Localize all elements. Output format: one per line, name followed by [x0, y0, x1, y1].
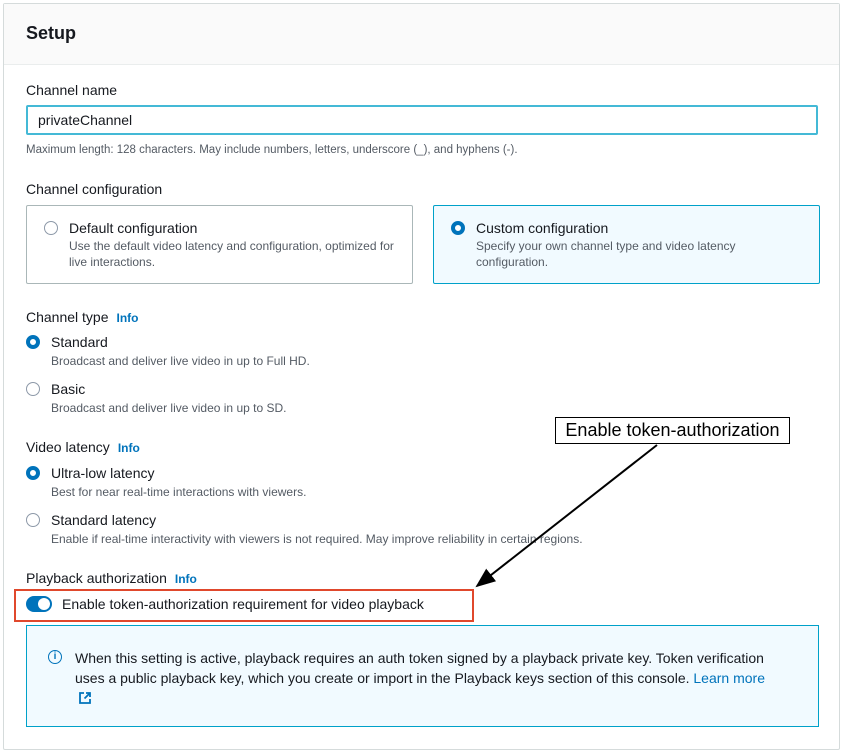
learn-more-label[interactable]: Learn more — [693, 670, 765, 686]
annotation-callout: Enable token-authorization — [555, 417, 790, 444]
basic-channel-description: Broadcast and deliver live video in up to SD. — [51, 401, 287, 415]
ultra-low-latency-title: Ultra-low latency — [51, 465, 155, 481]
video-latency-label: Video latency — [26, 439, 110, 455]
channel-type-info-link[interactable]: Info — [116, 311, 139, 325]
default-configuration-title: Default configuration — [69, 220, 198, 236]
channel-type-label: Channel type — [26, 309, 109, 325]
standard-latency-title: Standard latency — [51, 512, 157, 528]
standard-latency-description: Enable if real-time interactivity with viewers is not required. May improve reliability in certain regions. — [51, 532, 583, 546]
channel-name-hint: Maximum length: 128 characters. May include numbers, letters, underscore (_), and hyphens (-). — [26, 144, 518, 156]
standard-channel-description: Broadcast and deliver live video in up to Full HD. — [51, 354, 310, 368]
custom-configuration-title: Custom configuration — [476, 220, 609, 236]
ultra-low-latency-description: Best for near real-time interactions with viewers. — [51, 485, 307, 499]
channel-configuration-label: Channel configuration — [26, 181, 163, 197]
custom-configuration-description: Specify your own channel type and video latency configuration. — [476, 239, 736, 269]
channel-name-label: Channel name — [26, 82, 118, 98]
panel-title: Setup — [26, 23, 77, 43]
playback-authorization-info-link[interactable]: Info — [174, 572, 197, 586]
default-configuration-description: Use the default video latency and configuration, optimized for live interactions. — [69, 239, 394, 269]
playback-authorization-label: Playback authorization — [26, 570, 167, 586]
standard-channel-title: Standard — [51, 334, 108, 350]
info-icon: i — [48, 650, 62, 664]
video-latency-info-link[interactable]: Info — [117, 441, 140, 455]
token-authorization-toggle-label[interactable]: Enable token-authorization requirement for video playback — [62, 596, 424, 612]
alert-text: When this setting is active, playback requires an auth token signed by a playback private key. Token verification uses a public playback key, which you create or import in the Playback keys section of this console. — [75, 650, 764, 686]
basic-channel-title: Basic — [51, 381, 86, 397]
